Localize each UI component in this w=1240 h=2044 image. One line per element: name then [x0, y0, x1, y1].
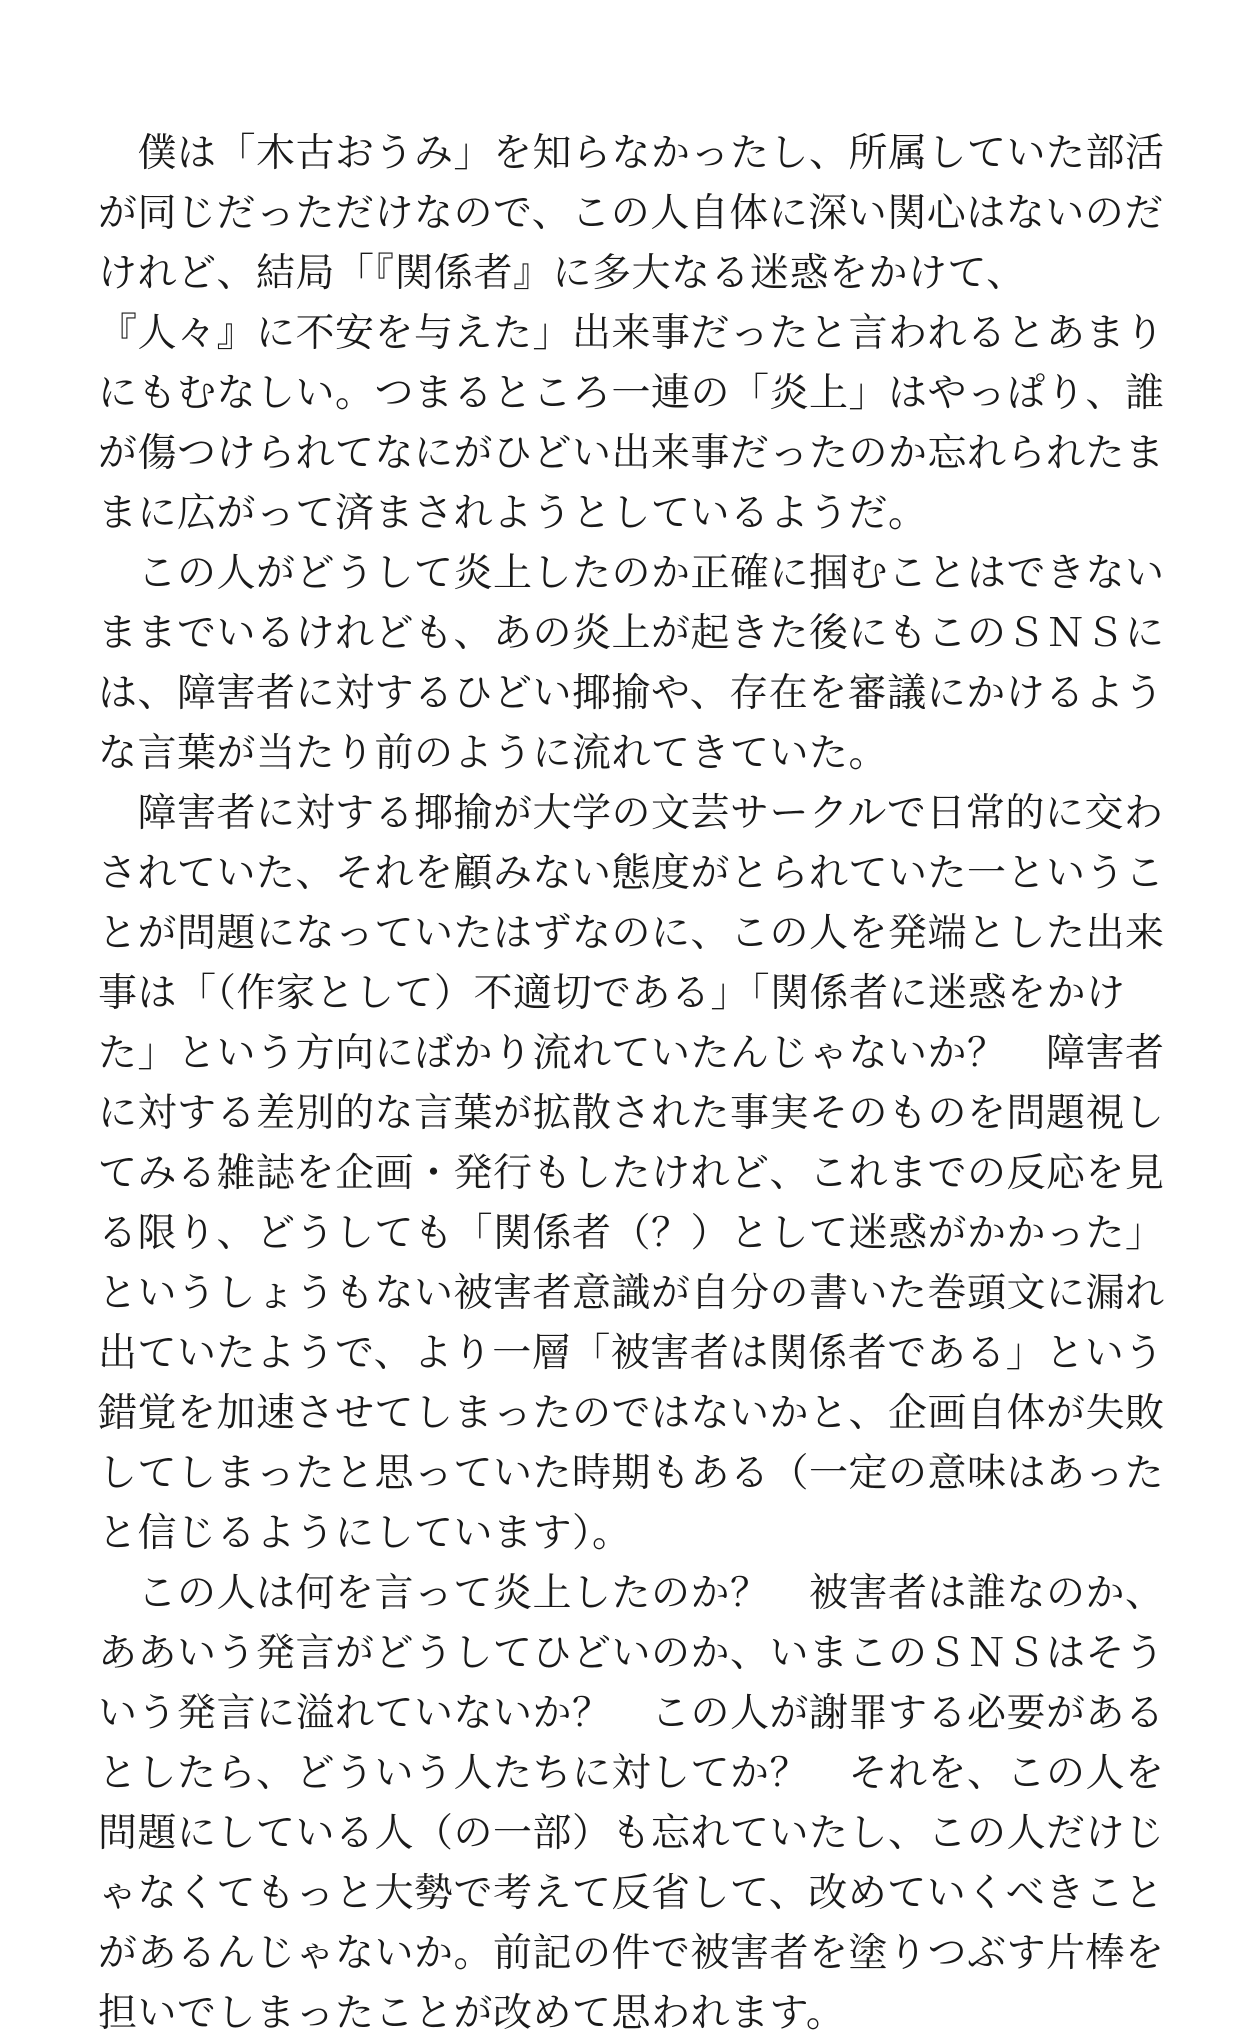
text-line: 障害者に対する揶揄が大学の文芸サークルで日常的に交わ	[98, 791, 1164, 836]
text-line: 出ていたようで、より一層「被害者は関係者である」という	[98, 1331, 1164, 1376]
text-line: があるんじゃないか。前記の件で被害者を塗りつぶす片棒を	[98, 1931, 1165, 1976]
text-line: た」という方向にばかり流れていたんじゃないか？ 障害者	[98, 1031, 1165, 1076]
text-line: は、障害者に対するひどい揶揄や、存在を審議にかけるよう	[98, 671, 1164, 716]
text-line: ままでいるけれども、あの炎上が起きた後にもこのＳＮＳに	[98, 611, 1165, 656]
text-line: いう発言に溢れていないか？ この人が謝罪する必要がある	[98, 1691, 1165, 1736]
text-line: 担いでしまったことが改めて思われます。	[98, 1991, 846, 2036]
text-line: まに広がって済まされようとしているようだ。	[98, 491, 928, 536]
text-line: ああいう発言がどうしてひどいのか、いまこのＳＮＳはそう	[98, 1631, 1165, 1676]
text-line: 僕は「木古おうみ」を知らなかったし、所属していた部活	[98, 131, 1165, 176]
text-line: 『人々』に不安を与えた」出来事だったと言われるとあまり	[98, 311, 1165, 356]
text-line: 事は「（作家として）不適切である」「関係者に迷惑をかけ	[98, 971, 1126, 1016]
text-line: というしょうもない被害者意識が自分の書いた巻頭文に漏れ	[98, 1271, 1165, 1316]
body-text	[98, 124, 1165, 2044]
text-line: にもむなしい。つまるところ一連の「炎上」はやっぱり、誰	[98, 371, 1165, 416]
text-line: な言葉が当たり前のように流れてきていた。	[98, 731, 889, 776]
text-line: てみる雑誌を企画・発行もしたけれど、これまでの反応を見	[98, 1151, 1165, 1196]
text-line: されていた、それを顧みない態度がとられていた一というこ	[98, 851, 1165, 896]
text-line: が傷つけられてなにがひどい出来事だったのか忘れられたま	[98, 431, 1165, 476]
text-line: に対する差別的な言葉が拡散された事実そのものを問題視し	[98, 1091, 1165, 1136]
text-line: とが問題になっていたはずなのに、この人を発端とした出来	[98, 911, 1165, 956]
text-line: と信じるようにしています）。	[98, 1511, 632, 1556]
text-line: 錯覚を加速させてしまったのではないかと、企画自体が失敗	[98, 1391, 1165, 1436]
text-line: としたら、どういう人たちに対してか？ それを、この人を	[98, 1751, 1165, 1796]
text-line: 問題にしている人（の一部）も忘れていたし、この人だけじ	[98, 1811, 1165, 1856]
text-line: ゃなくてもっと大勢で考えて反省して、改めていくべきこと	[98, 1871, 1164, 1916]
text-line: してしまったと思っていた時期もある（一定の意味はあった	[98, 1451, 1165, 1496]
text-line: が同じだっただけなので、この人自体に深い関心はないのだ	[98, 191, 1164, 236]
text-line: けれど、結局「『関係者』に多大なる迷惑をかけて、	[98, 251, 1026, 296]
text-line: る限り、どうしても「関係者（？）として迷惑がかかった」	[98, 1211, 1165, 1256]
text-line: この人がどうして炎上したのか正確に掴むことはできない	[98, 551, 1165, 596]
text-line: この人は何を言って炎上したのか？ 被害者は誰なのか、	[98, 1571, 1165, 1616]
